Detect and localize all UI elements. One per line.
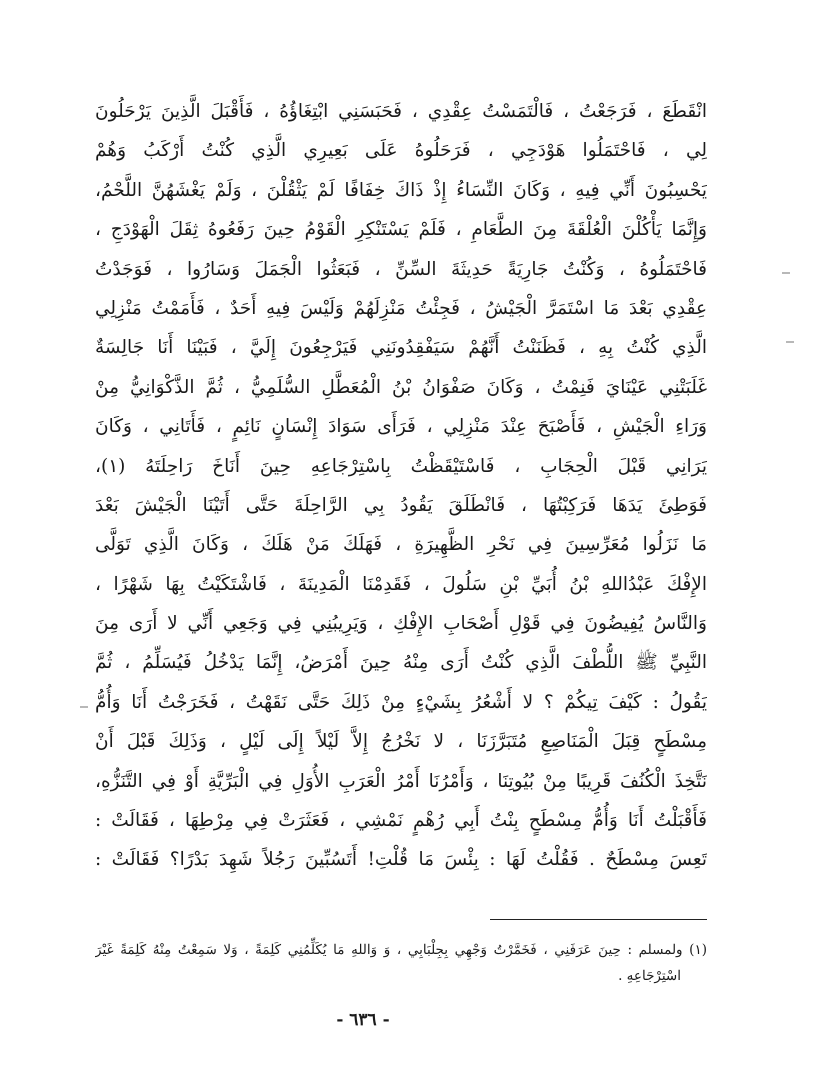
footnote <box>95 937 707 989</box>
text-line: النَّبِيِّ ﷺ اللُّطْفَ الَّذِي كُنْتُ أَرَى مِنْهُ حِينَ أَمْرَضُ، إِنَّمَا يَدْخُلُ فَيُسَلِّمُ ، ثُمَّ <box>95 652 707 674</box>
text-line: وَإِنَّمَا يَأْكُلْنَ الْعُلْقَةَ مِنَ الطَّعَامِ ، فَلَمْ يَسْتَنْكِرِ الْقَوْمُ حِينَ رَفَعُوهُ ثِقَلَ الْهَوْدَجِ ، <box>95 219 707 241</box>
text-line: فَوَطِئَ يَدَهَا فَرَكِبْتُهَا ، فَانْطَلَقَ يَقُودُ بِي الرَّاحِلَةَ حَتَّى أَتَيْنَا الْجَيْشَ بَعْدَ <box>95 494 707 516</box>
text-line: يَقُولُ : كَيْفَ تِيكُمْ ؟ لا أَشْعُرُ بِشَيْءٍ مِنْ ذَلِكَ حَتَّى نَقَهْتُ ، فَخَرَجْتُ أَنَا وَأُمُّ <box>95 691 707 713</box>
text-line: فَأَقْبَلْتُ أَنَا وَأُمُّ مِسْطَحٍ بِنْتُ أَبِي رُهْمٍ نَمْشِي ، فَعَثَرَتْ فِي مِرْطِهَا ، فَقَالَتْ : <box>95 810 707 832</box>
text-line: مِسْطَحٍ قِبَلَ الْمَنَاصِعِ مُتَبَرَّزَنَا ، لا نَخْرُجُ إِلاَّ لَيْلاً إِلَى لَيْلٍ ، وَذَلِكَ قَبْلَ أَنْ <box>95 731 707 753</box>
text-line: لِي ، فَاحْتَمَلُوا هَوْدَجِي ، فَرَحَلُوهُ عَلَى بَعِيرِي الَّذِي كُنْتُ أَرْكَبُ وَهُمْ <box>95 140 707 162</box>
text-line: عِقْدِي بَعْدَ مَا اسْتَمَرَّ الْجَيْشُ ، فَجِئْتُ مَنْزِلَهُمْ وَلَيْسَ فِيهِ أَحَدٌ ، فَأَمَمْتُ مَنْزِلِي <box>95 297 707 319</box>
footnote-separator <box>490 919 707 920</box>
margin-mark <box>80 706 88 708</box>
footnote-line: اسْتِرْجَاعِهِ . <box>618 968 681 984</box>
text-line: انْقَطَعَ ، فَرَجَعْتُ ، فَالْتَمَسْتُ عِقْدِي ، فَحَبَسَنِي ابْتِغَاؤُهُ ، فَأَقْبَلَ الَّذِينَ يَرْحَلُونَ <box>95 101 707 122</box>
text-line: مَا نَزَلُوا مُعَرِّسِينَ فِي نَحْرِ الظَّهِيرَةِ ، فَهَلَكَ مَنْ هَلَكَ ، وَكَانَ الَّذِي تَوَلَّى <box>95 534 707 556</box>
text-line: وَرَاءِ الْجَيْشِ ، فَأَصْبَحَ عِنْدَ مَنْزِلِي ، فَرَأَى سَوَادَ إِنْسَانٍ نَائِمٍ ، فَأَتَانِي ، وَكَانَ <box>95 416 707 438</box>
text-line: وَالنَّاسُ يُفِيضُونَ فِي قَوْلِ أَصْحَابِ الإِفْكِ ، وَيَرِيبُنِي فِي وَجَعِي أَنِّي لا أَرَى مِنَ <box>95 613 707 635</box>
main-text <box>95 92 707 880</box>
text-line: فَاحْتَمَلُوهُ ، وَكُنْتُ جَارِيَةً حَدِيثَةَ السِّنِّ ، فَبَعَثُوا الْجَمَلَ وَسَارُوا ، فَوَجَدْتُ <box>95 258 707 280</box>
margin-mark <box>782 272 790 274</box>
text-line: تَعِسَ مِسْطَحٌ . فَقُلْتُ لَهَا : بِئْسَ مَا قُلْتِ! أَتَسُبِّينَ رَجُلاً شَهِدَ بَدْرًا؟ فَقَالَتْ : <box>95 849 707 871</box>
text-line: يَحْسِبُونَ أَنِّي فِيهِ ، وَكَانَ النِّسَاءُ إِذْ ذَاكَ خِفَافًا لَمْ يَثْقُلْنَ ، وَلَمْ يَغْشَهُنَّ اللَّحْمُ، <box>95 179 707 201</box>
text-line: نَتَّخِذَ الْكُنُفَ قَرِيبًا مِنْ بُيُوتِنَا ، وَأَمْرُنَا أَمْرُ الْعَرَبِ الأُوَلِ فِي الْبَرِّيَّةِ أَوْ فِي التَّنَزُّهِ، <box>95 770 707 792</box>
page-number: - ٦٣٦ - <box>336 1010 390 1030</box>
text-line: الإِفْكَ عَبْدُاللهِ بْنُ أُبَيِّ بْنِ سَلُولَ ، فَقَدِمْنَا الْمَدِينَةَ ، فَاشْتَكَيْتُ بِهَا شَهْرًا ، <box>95 573 707 595</box>
text-line: الَّذِي كُنْتُ بِهِ ، فَظَنَنْتُ أَنَّهُمْ سَيَفْقِدُونَنِي فَيَرْجِعُونَ إِلَيَّ ، فَبَيْنَا أَنَا جَالِسَةٌ <box>95 337 707 359</box>
text-line: غَلَبَتْنِي عَيْنَايَ فَنِمْتُ ، وَكَانَ صَفْوَانُ بْنُ الْمُعَطَّلِ السُّلَمِيُّ ، ثُمَّ الذَّكْوَانِيُّ مِنْ <box>95 376 707 398</box>
text-line: يَرَانِي قَبْلَ الْحِجَابِ ، فَاسْتَيْقَظْتُ بِاسْتِرْجَاعِهِ حِينَ أَنَاخَ رَاحِلَتَهُ (١)، <box>95 455 707 477</box>
footnote-line: (١) ولمسلم : حِينَ عَرَفَنِي ، فَخَمَّرْتُ وَجْهِي بِجِلْبَابِي ، وَ وَاللهِ مَا يُكَلِّمُنِي كَلِمَةً ، وَلا سَمِعْتُ مِنْهُ كَلِمَةً غَيْرَ <box>95 942 707 958</box>
margin-mark <box>786 341 794 343</box>
